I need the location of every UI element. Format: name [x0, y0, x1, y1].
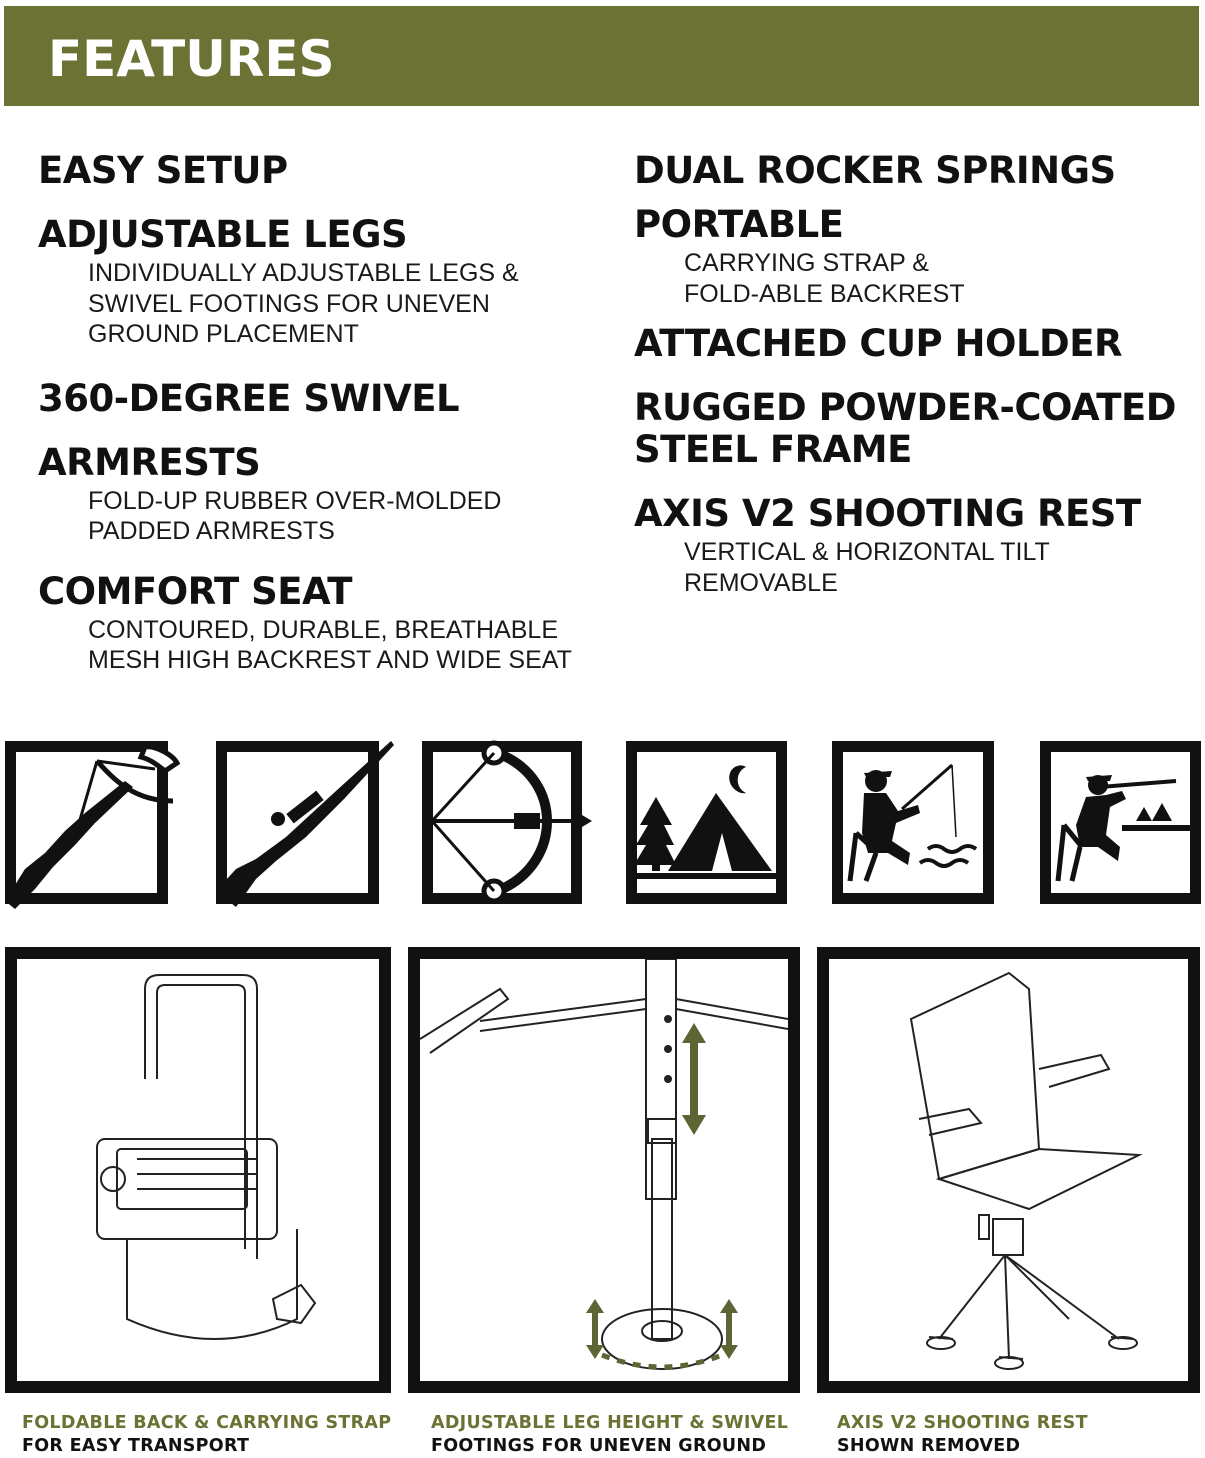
caption-line1: AXIS V2 SHOOTING REST — [837, 1413, 1088, 1433]
fishing-icon — [832, 741, 994, 904]
feature-description: CONTOURED, DURABLE, BREATHABLE MESH HIGH BACKREST AND WIDE SEAT — [88, 615, 572, 674]
feature-portable — [634, 204, 1194, 309]
caption-line1: ADJUSTABLE LEG HEIGHT & SWIVEL — [431, 1413, 789, 1433]
folded-chair-illustration — [17, 959, 379, 1381]
feature-cup-holder — [634, 323, 1194, 365]
crossbow-icon — [5, 741, 168, 904]
features-right-column — [634, 150, 1194, 598]
feature-title: COMFORT SEAT — [38, 569, 353, 613]
caption-line2: FOOTINGS FOR UNEVEN GROUND — [431, 1436, 767, 1456]
feature-title: DUAL ROCKER SPRINGS — [634, 149, 1116, 192]
feature-title: ATTACHED CUP HOLDER — [634, 322, 1123, 365]
feature-description: CARRYING STRAP & FOLD-ABLE BACKREST — [684, 249, 965, 308]
adjustable-leg-illustration — [420, 959, 788, 1381]
feature-description: INDIVIDUALLY ADJUSTABLE LEGS & SWIVEL FOOTINGS FOR UNEVEN GROUND PLACEMENT — [88, 259, 519, 348]
caption-folding — [22, 1412, 391, 1458]
caption-line2: FOR EASY TRANSPORT — [22, 1436, 250, 1456]
feature-description: FOLD-UP RUBBER OVER-MOLDED PADDED ARMRESTS — [88, 486, 502, 545]
caption-line2: SHOWN REMOVED — [837, 1436, 1021, 1456]
adjustable-leg-panel — [408, 947, 800, 1393]
feature-360-swivel — [38, 378, 608, 420]
swivel-chair-panel — [817, 947, 1200, 1393]
shooting-icon — [1040, 741, 1201, 904]
feature-easy-setup — [38, 150, 608, 192]
feature-title: PORTABLE — [634, 203, 844, 246]
caption-legs — [431, 1412, 788, 1458]
caption-line1: FOLDABLE BACK & CARRYING STRAP — [22, 1413, 392, 1433]
features-left-column — [38, 150, 608, 676]
feature-title: RUGGED POWDER-COATED STEEL FRAME — [634, 386, 1176, 471]
feature-title: ADJUSTABLE LEGS — [38, 213, 408, 256]
features-banner — [4, 6, 1199, 106]
feature-steel-frame — [634, 387, 1194, 471]
folded-chair-panel — [5, 947, 391, 1393]
swivel-chair-illustration — [829, 959, 1188, 1381]
feature-title: EASY SETUP — [38, 149, 288, 192]
feature-adjustable-legs — [38, 214, 608, 350]
rifle-icon — [216, 741, 379, 904]
feature-title: AXIS V2 SHOOTING REST — [634, 492, 1141, 535]
camping-tent-icon — [626, 741, 787, 904]
feature-title: ARMRESTS — [38, 440, 261, 484]
feature-armrests — [38, 442, 608, 547]
feature-description: VERTICAL & HORIZONTAL TILT REMOVABLE — [684, 538, 1050, 597]
feature-title: 360-DEGREE SWIVEL — [38, 376, 460, 420]
banner-title: FEATURES — [48, 30, 335, 88]
feature-comfort-seat — [38, 571, 608, 676]
caption-shooting-rest — [837, 1412, 1088, 1458]
feature-dual-rocker-springs — [634, 150, 1194, 192]
compound-bow-icon — [422, 741, 582, 904]
feature-shooting-rest — [634, 493, 1194, 598]
